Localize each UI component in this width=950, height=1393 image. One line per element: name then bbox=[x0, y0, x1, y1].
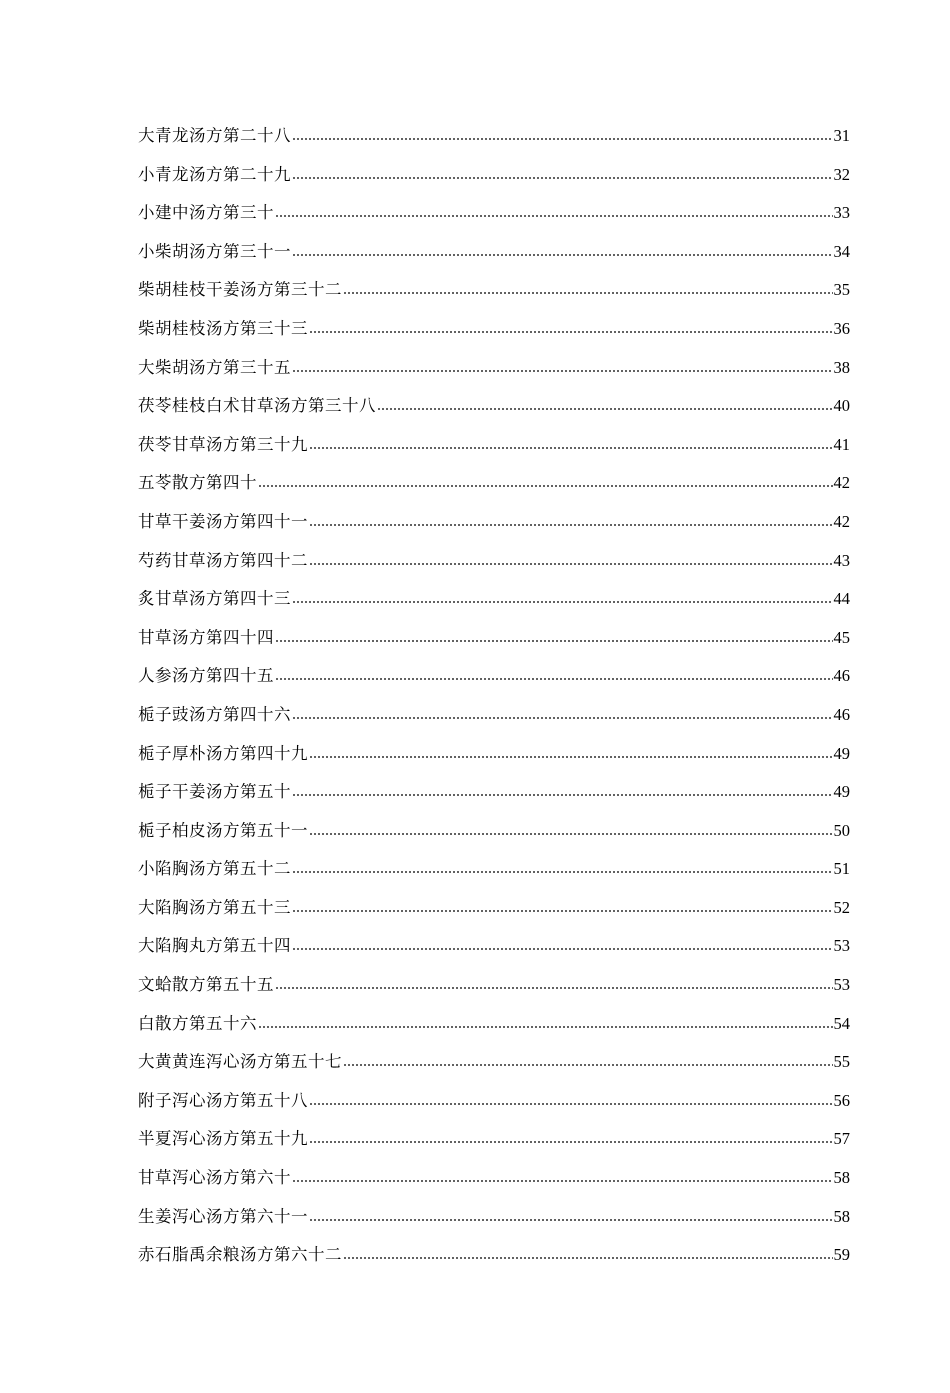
toc-entry[interactable] bbox=[138, 503, 850, 542]
toc-entry-title: 小陷胸汤方第五十二 bbox=[138, 859, 291, 879]
toc-entry-page: 35 bbox=[833, 280, 850, 300]
toc-entry-title: 文蛤散方第五十五 bbox=[138, 975, 274, 995]
table-of-contents bbox=[138, 117, 850, 1275]
toc-entry-page: 36 bbox=[833, 318, 850, 338]
dot-leader bbox=[309, 756, 833, 758]
toc-entry[interactable] bbox=[138, 812, 850, 851]
toc-entry[interactable] bbox=[138, 156, 850, 195]
toc-entry[interactable] bbox=[138, 387, 850, 426]
toc-entry[interactable] bbox=[138, 310, 850, 349]
toc-entry[interactable] bbox=[138, 966, 850, 1005]
toc-entry-page: 49 bbox=[833, 782, 850, 802]
toc-entry[interactable] bbox=[138, 117, 850, 156]
dot-leader bbox=[309, 447, 833, 449]
dot-leader bbox=[292, 601, 833, 603]
dot-leader bbox=[343, 292, 833, 294]
toc-entry-page: 57 bbox=[833, 1129, 850, 1149]
toc-entry-page: 53 bbox=[833, 975, 850, 995]
dot-leader bbox=[258, 485, 833, 487]
toc-entry-page: 51 bbox=[833, 859, 850, 879]
toc-entry-title: 芍药甘草汤方第四十二 bbox=[138, 550, 308, 570]
toc-entry-page: 43 bbox=[833, 550, 850, 570]
toc-entry-page: 58 bbox=[833, 1206, 850, 1226]
toc-entry-page: 34 bbox=[833, 241, 850, 261]
toc-entry[interactable] bbox=[138, 426, 850, 465]
toc-entry[interactable] bbox=[138, 1198, 850, 1237]
dot-leader bbox=[292, 370, 833, 372]
dot-leader bbox=[292, 717, 833, 719]
toc-entry-title: 大黄黄连泻心汤方第五十七 bbox=[138, 1052, 342, 1072]
toc-entry-title: 附子泻心汤方第五十八 bbox=[138, 1090, 308, 1110]
toc-entry-page: 32 bbox=[833, 164, 850, 184]
dot-leader bbox=[292, 138, 833, 140]
toc-entry-title: 大陷胸丸方第五十四 bbox=[138, 936, 291, 956]
toc-entry[interactable] bbox=[138, 1120, 850, 1159]
toc-entry-title: 五苓散方第四十 bbox=[138, 473, 257, 493]
dot-leader bbox=[377, 408, 833, 410]
toc-entry-page: 56 bbox=[833, 1090, 850, 1110]
toc-entry[interactable] bbox=[138, 271, 850, 310]
toc-entry[interactable] bbox=[138, 1005, 850, 1044]
toc-entry[interactable] bbox=[138, 1236, 850, 1275]
toc-entry[interactable] bbox=[138, 464, 850, 503]
toc-entry-page: 54 bbox=[833, 1013, 850, 1033]
toc-entry-title: 茯苓桂枝白术甘草汤方第三十八 bbox=[138, 396, 376, 416]
dot-leader bbox=[309, 1219, 833, 1221]
toc-entry[interactable] bbox=[138, 927, 850, 966]
toc-entry-title: 栀子干姜汤方第五十 bbox=[138, 782, 291, 802]
toc-entry-page: 33 bbox=[833, 203, 850, 223]
toc-entry-page: 42 bbox=[833, 473, 850, 493]
toc-entry-page: 41 bbox=[833, 434, 850, 454]
toc-entry-title: 栀子豉汤方第四十六 bbox=[138, 704, 291, 724]
dot-leader bbox=[343, 1064, 833, 1066]
toc-entry-page: 50 bbox=[833, 820, 850, 840]
dot-leader bbox=[275, 640, 833, 642]
toc-entry-page: 46 bbox=[833, 704, 850, 724]
toc-entry-title: 甘草泻心汤方第六十 bbox=[138, 1168, 291, 1188]
toc-entry-page: 58 bbox=[833, 1168, 850, 1188]
toc-entry[interactable] bbox=[138, 542, 850, 581]
dot-leader bbox=[309, 563, 833, 565]
toc-entry[interactable] bbox=[138, 657, 850, 696]
dot-leader bbox=[309, 331, 833, 333]
toc-entry-title: 大柴胡汤方第三十五 bbox=[138, 357, 291, 377]
toc-entry-title: 茯苓甘草汤方第三十九 bbox=[138, 434, 308, 454]
toc-entry[interactable] bbox=[138, 349, 850, 388]
dot-leader bbox=[343, 1257, 833, 1259]
toc-entry-title: 小柴胡汤方第三十一 bbox=[138, 241, 291, 261]
dot-leader bbox=[292, 177, 833, 179]
toc-entry-title: 半夏泻心汤方第五十九 bbox=[138, 1129, 308, 1149]
toc-entry-page: 49 bbox=[833, 743, 850, 763]
toc-entry-page: 46 bbox=[833, 666, 850, 686]
dot-leader bbox=[258, 1026, 833, 1028]
toc-entry[interactable] bbox=[138, 1159, 850, 1198]
dot-leader bbox=[275, 678, 833, 680]
toc-entry-title: 赤石脂禹余粮汤方第六十二 bbox=[138, 1245, 342, 1265]
toc-entry[interactable] bbox=[138, 735, 850, 774]
dot-leader bbox=[275, 987, 833, 989]
toc-entry[interactable] bbox=[138, 1082, 850, 1121]
toc-entry-title: 小青龙汤方第二十九 bbox=[138, 164, 291, 184]
toc-entry-page: 55 bbox=[833, 1052, 850, 1072]
toc-entry[interactable] bbox=[138, 773, 850, 812]
toc-entry-page: 38 bbox=[833, 357, 850, 377]
toc-entry-title: 甘草汤方第四十四 bbox=[138, 627, 274, 647]
toc-entry-title: 大陷胸汤方第五十三 bbox=[138, 897, 291, 917]
toc-entry-title: 大青龙汤方第二十八 bbox=[138, 126, 291, 145]
toc-entry[interactable] bbox=[138, 850, 850, 889]
dot-leader bbox=[292, 254, 833, 256]
toc-entry-title: 柴胡桂枝干姜汤方第三十二 bbox=[138, 280, 342, 300]
toc-entry-page: 59 bbox=[833, 1245, 850, 1265]
toc-entry-page: 40 bbox=[833, 396, 850, 416]
dot-leader bbox=[292, 794, 833, 796]
toc-entry-page: 44 bbox=[833, 589, 850, 609]
toc-entry-title: 炙甘草汤方第四十三 bbox=[138, 589, 291, 609]
dot-leader bbox=[292, 1180, 833, 1182]
toc-entry-title: 小建中汤方第三十 bbox=[138, 203, 274, 223]
toc-entry[interactable] bbox=[138, 889, 850, 928]
toc-entry[interactable] bbox=[138, 580, 850, 619]
dot-leader bbox=[292, 948, 833, 950]
toc-entry[interactable] bbox=[138, 1043, 850, 1082]
dot-leader bbox=[275, 215, 833, 217]
toc-entry-title: 甘草干姜汤方第四十一 bbox=[138, 511, 308, 531]
toc-entry-title: 人参汤方第四十五 bbox=[138, 666, 274, 686]
toc-entry-title: 白散方第五十六 bbox=[138, 1013, 257, 1033]
toc-entry[interactable] bbox=[138, 194, 850, 233]
toc-entry-page: 53 bbox=[833, 936, 850, 956]
toc-entry-page: 45 bbox=[833, 627, 850, 647]
dot-leader bbox=[309, 1103, 833, 1105]
toc-entry-page: 42 bbox=[833, 511, 850, 531]
toc-entry[interactable] bbox=[138, 619, 850, 658]
toc-entry-title: 生姜泻心汤方第六十一 bbox=[138, 1206, 308, 1226]
toc-entry[interactable] bbox=[138, 233, 850, 272]
toc-entry-title: 柴胡桂枝汤方第三十三 bbox=[138, 318, 308, 338]
dot-leader bbox=[309, 1141, 833, 1143]
toc-entry-page: 52 bbox=[833, 897, 850, 917]
toc-entry-page: 31 bbox=[833, 126, 850, 145]
dot-leader bbox=[292, 910, 833, 912]
dot-leader bbox=[309, 833, 833, 835]
dot-leader bbox=[292, 871, 833, 873]
toc-entry-title: 栀子厚朴汤方第四十九 bbox=[138, 743, 308, 763]
toc-entry-title: 栀子柏皮汤方第五十一 bbox=[138, 820, 308, 840]
toc-entry[interactable] bbox=[138, 696, 850, 735]
dot-leader bbox=[309, 524, 833, 526]
